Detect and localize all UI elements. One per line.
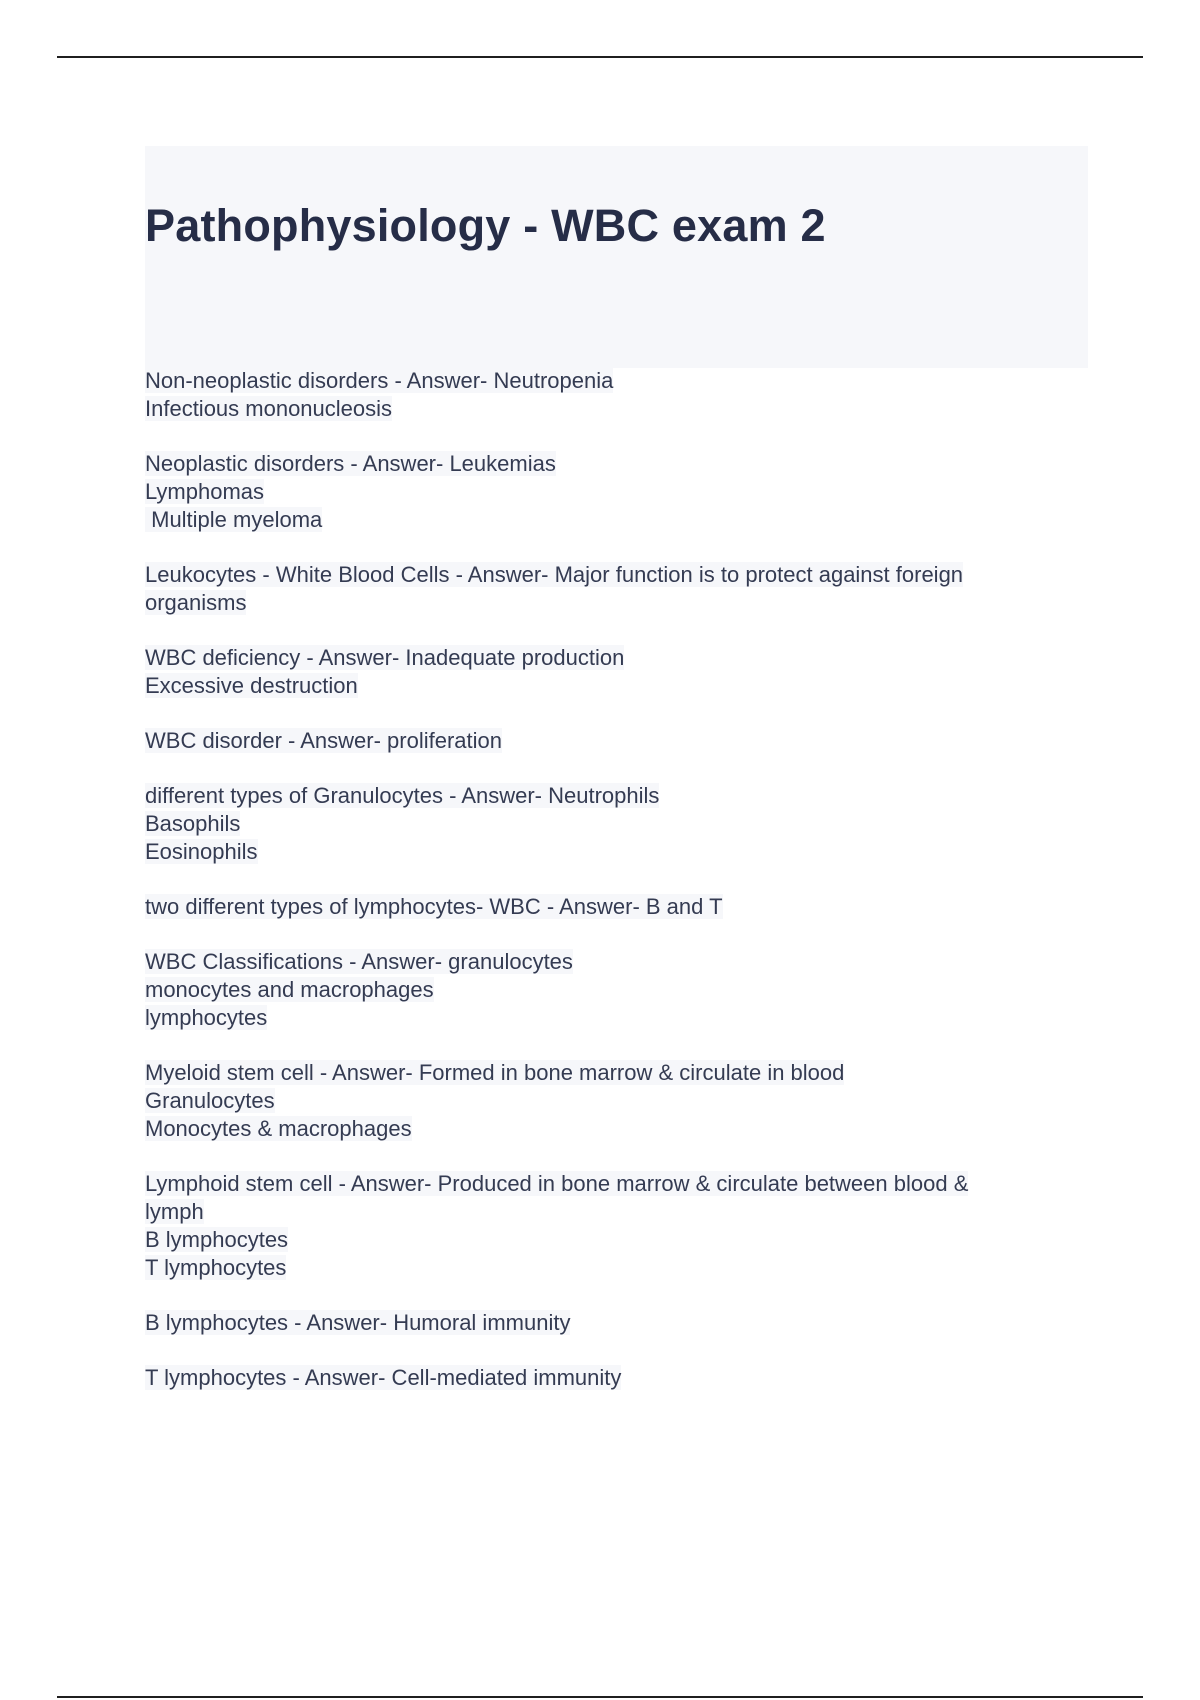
qa-item-wbc-disorder bbox=[145, 727, 1065, 755]
qa-line: lymph bbox=[145, 1199, 204, 1224]
qa-line: Myeloid stem cell - Answer- Formed in bone marrow & circulate in blood bbox=[145, 1060, 845, 1085]
qa-line: Leukocytes - White Blood Cells - Answer- Major function is to protect against foreign bbox=[145, 562, 964, 587]
qa-line: organisms bbox=[145, 590, 247, 615]
qa-item-non-neoplastic bbox=[145, 367, 1065, 423]
qa-list bbox=[145, 367, 1065, 1419]
qa-item-myeloid-stem-cell bbox=[145, 1059, 1065, 1143]
qa-line: Basophils bbox=[145, 811, 241, 836]
title-block bbox=[145, 146, 1088, 368]
qa-line: two different types of lymphocytes- WBC - Answer- B and T bbox=[145, 894, 723, 919]
qa-line: Lymphoid stem cell - Answer- Produced in bone marrow & circulate between blood & bbox=[145, 1171, 969, 1196]
qa-item-granulocytes bbox=[145, 782, 1065, 866]
qa-line: T lymphocytes bbox=[145, 1255, 287, 1280]
page-title: Pathophysiology - WBC exam 2 bbox=[145, 200, 826, 251]
qa-item-neoplastic bbox=[145, 450, 1065, 534]
qa-item-leukocytes bbox=[145, 561, 1065, 617]
qa-line: Neoplastic disorders - Answer- Leukemias bbox=[145, 451, 556, 476]
qa-item-b-lymphocytes bbox=[145, 1309, 1065, 1337]
qa-line: Infectious mononucleosis bbox=[145, 396, 393, 421]
qa-line: WBC disorder - Answer- proliferation bbox=[145, 728, 503, 753]
qa-item-lymphocyte-types bbox=[145, 893, 1065, 921]
qa-item-wbc-classifications bbox=[145, 948, 1065, 1032]
qa-line: Excessive destruction bbox=[145, 673, 358, 698]
qa-line: Multiple myeloma bbox=[145, 507, 323, 532]
qa-item-lymphoid-stem-cell bbox=[145, 1170, 1065, 1282]
qa-line: Non-neoplastic disorders - Answer- Neutropenia bbox=[145, 368, 614, 393]
qa-line: Granulocytes bbox=[145, 1088, 275, 1113]
qa-line: Lymphomas bbox=[145, 479, 265, 504]
qa-line: lymphocytes bbox=[145, 1005, 268, 1030]
qa-line: WBC deficiency - Answer- Inadequate production bbox=[145, 645, 625, 670]
qa-line: B lymphocytes bbox=[145, 1227, 289, 1252]
qa-line: T lymphocytes - Answer- Cell-mediated immunity bbox=[145, 1365, 622, 1390]
qa-item-wbc-deficiency bbox=[145, 644, 1065, 700]
qa-line: Monocytes & macrophages bbox=[145, 1116, 412, 1141]
qa-line: B lymphocytes - Answer- Humoral immunity bbox=[145, 1310, 571, 1335]
qa-line: different types of Granulocytes - Answer- Neutrophils bbox=[145, 783, 660, 808]
qa-line: monocytes and macrophages bbox=[145, 977, 434, 1002]
bottom-rule bbox=[57, 1696, 1143, 1698]
qa-line: Eosinophils bbox=[145, 839, 258, 864]
top-rule bbox=[57, 56, 1143, 58]
qa-line: WBC Classifications - Answer- granulocytes bbox=[145, 949, 573, 974]
qa-item-t-lymphocytes bbox=[145, 1364, 1065, 1392]
